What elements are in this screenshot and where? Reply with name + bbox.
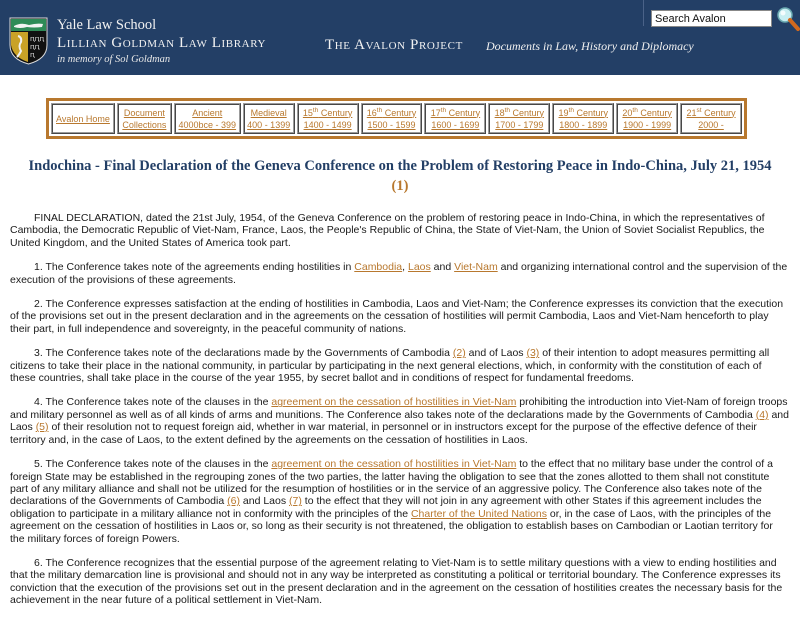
paragraph-6: 6. The Conference recognizes that the essential purpose of the agreement relating to Viet-Nam is to settle military questions with a view to ending hostilities and that the military demarcation line is provisional and should not in any way be interpreted as constituting a political or territorial boundary. The Conference expresses its conviction that the execution of the provisions set out in the present declaration and in the agreement on the cessation of hostilities creates the necessary basis for the achievement in the near future of a political settlement in Viet-Nam. <box>10 556 783 607</box>
document-body <box>10 212 790 619</box>
paragraph-2: 2. The Conference expresses satisfaction at the ending of hostilities in Cambodia, Laos and Viet-Nam; the Conference expresses its conviction that the execution of the provisions set out in the present declaration and in the agreements on the cessation of hostilities will permit Cambodia, Laos and Viet-Nam henceforth to play their part, in full independence and sovereignty, in the peaceful community of nations. <box>10 298 784 335</box>
page-title: Indochina - Final Declaration of the Geneva Conference on the Problem of Restoring Peace in Indo-China, July 21, 1954 (1) <box>28 158 772 194</box>
svg-text:ԥԥԥ: ԥԥԥ <box>30 35 45 43</box>
paragraph-3: 3. The Conference takes note of the declarations made by the Governments of Cambodia (2) and of Laos (3) of their intention to adopt measures permitting all citizens to take their place in the national community, in particular by participating in the next general elections, which, in conformity with the constitution of each of these countries, shall take place in the course of the year 1955, by secret ballot and in conditions of respect for fundamental freedoms. <box>10 347 770 385</box>
cambodia-link[interactable]: Cambodia <box>354 261 403 274</box>
magnifier-icon <box>776 6 800 32</box>
project-title[interactable]: The Avalon Project <box>325 37 463 53</box>
un-charter-link[interactable]: Charter of the United Nations <box>410 507 547 520</box>
paragraph-5: 5. The Conference takes note of the clauses in the agreement on the cessation of hostilities in Viet-Nam to the effect that no military base under the control of a foreign State may be established in the regrouping zones of the two parties, the latter having the obligation to see that the zones allotted to them shall not constitute part of any military alliance and shall not be utilized for the resumption of hostilities or in the service of an aggressive policy. The Conference also takes note of the declarations of the Governments of Cambodia (6) and Laos (7) to the effect that they will not join in any agreement with other States if this agreement includes the obligation to participate in a military alliance not in conformity with the principles of the Charter of the United Nations or, in the case of Laos, with the principles of the agreement on the cessation of hostilities in Laos or, so long as their security is not threatened, the obligation to establish bases on Cambodian or Laotian territory for the military forces of foreign Powers. <box>10 458 773 545</box>
footnote-link-7[interactable]: (7) <box>289 495 302 508</box>
nav-ancient[interactable]: Ancient 4000bce - 399 <box>174 103 241 134</box>
nav-avalon-home[interactable]: Avalon Home <box>51 103 115 134</box>
memory-tagline: in memory of Sol Goldman <box>57 54 171 65</box>
school-name: Yale Law School <box>57 17 157 33</box>
project-subtitle: Documents in Law, History and Diplomacy <box>486 39 694 53</box>
nav-15th-century[interactable]: 15th Century 1400 - 1499 <box>297 103 359 134</box>
footnote-link-2[interactable]: (2) <box>452 347 466 360</box>
search-button[interactable] <box>776 6 800 32</box>
footnote-link-1[interactable]: (1) <box>391 178 409 194</box>
intro-paragraph: FINAL DECLARATION, dated the 21st July, 1954, of the Geneva Conference on the problem of restoring peace in Indo-China, in which the representatives of Cambodia, the Democratic Republic of Viet-Nam, France, Laos, the People's Republic of China, the State of Viet-Nam, the Union of Soviet Socialist Republics, the United Kingdom, and the United States of America took part. <box>10 212 765 249</box>
laos-link[interactable]: Laos <box>407 261 431 274</box>
nav-21st-century[interactable]: 21st Century 2000 - <box>680 103 742 134</box>
nav-18th-century[interactable]: 18th Century 1700 - 1799 <box>488 103 550 134</box>
header-divider <box>643 0 644 26</box>
nav-19th-century[interactable]: 19th Century 1800 - 1899 <box>552 103 614 134</box>
vietnam-agreement-link[interactable]: agreement on the cessation of hostilities in Viet-Nam <box>271 396 517 409</box>
paragraph-4: 4. The Conference takes note of the clauses in the agreement on the cessation of hostilities in Viet-Nam prohibiting the introduction into Viet-Nam of foreign troops and military personnel as well as of all kinds of arms and munitions. The Conference also takes note of the declarations made by the Governments of Cambodia (4) and Laos (5) of their resolution not to request foreign aid, whether in war material, in personnel or in instructors except for the purpose of the effective defence of their territory and, in the case of Laos, to the extent defined by the agreements on the cessation of hostilities in Laos. <box>10 396 789 446</box>
site-header <box>0 0 800 75</box>
search-input[interactable] <box>651 10 772 27</box>
nav-17th-century[interactable]: 17th Century 1600 - 1699 <box>424 103 486 134</box>
period-navigation <box>46 98 747 139</box>
yale-crest-icon <box>9 17 48 65</box>
nav-document-collections[interactable]: Document Collections <box>117 103 172 134</box>
paragraph-1: 1. The Conference takes note of the agreements ending hostilities in Cambodia, Laos and Viet-Nam and organizing international control and the supervision of the execution of the provisions of these agreements. <box>10 261 788 286</box>
viet-nam-link[interactable]: Viet-Nam <box>454 261 498 274</box>
footnote-link-6[interactable]: (6) <box>227 495 240 508</box>
svg-text:ԥ: ԥ <box>30 51 35 59</box>
nav-20th-century[interactable]: 20th Century 1900 - 1999 <box>616 103 678 134</box>
library-name: Lillian Goldman Law Library <box>57 35 267 51</box>
nav-16th-century[interactable]: 16th Century 1500 - 1599 <box>361 103 423 134</box>
footnote-link-5[interactable]: (5) <box>35 421 49 434</box>
vietnam-agreement-link-2[interactable]: agreement on the cessation of hostilities in Viet-Nam <box>271 458 517 471</box>
nav-medieval[interactable]: Medieval 400 - 1399 <box>243 103 295 134</box>
svg-text:ԥԥ: ԥԥ <box>30 43 40 51</box>
footnote-link-3[interactable]: (3) <box>526 347 540 360</box>
footnote-link-4[interactable]: (4) <box>755 408 769 421</box>
